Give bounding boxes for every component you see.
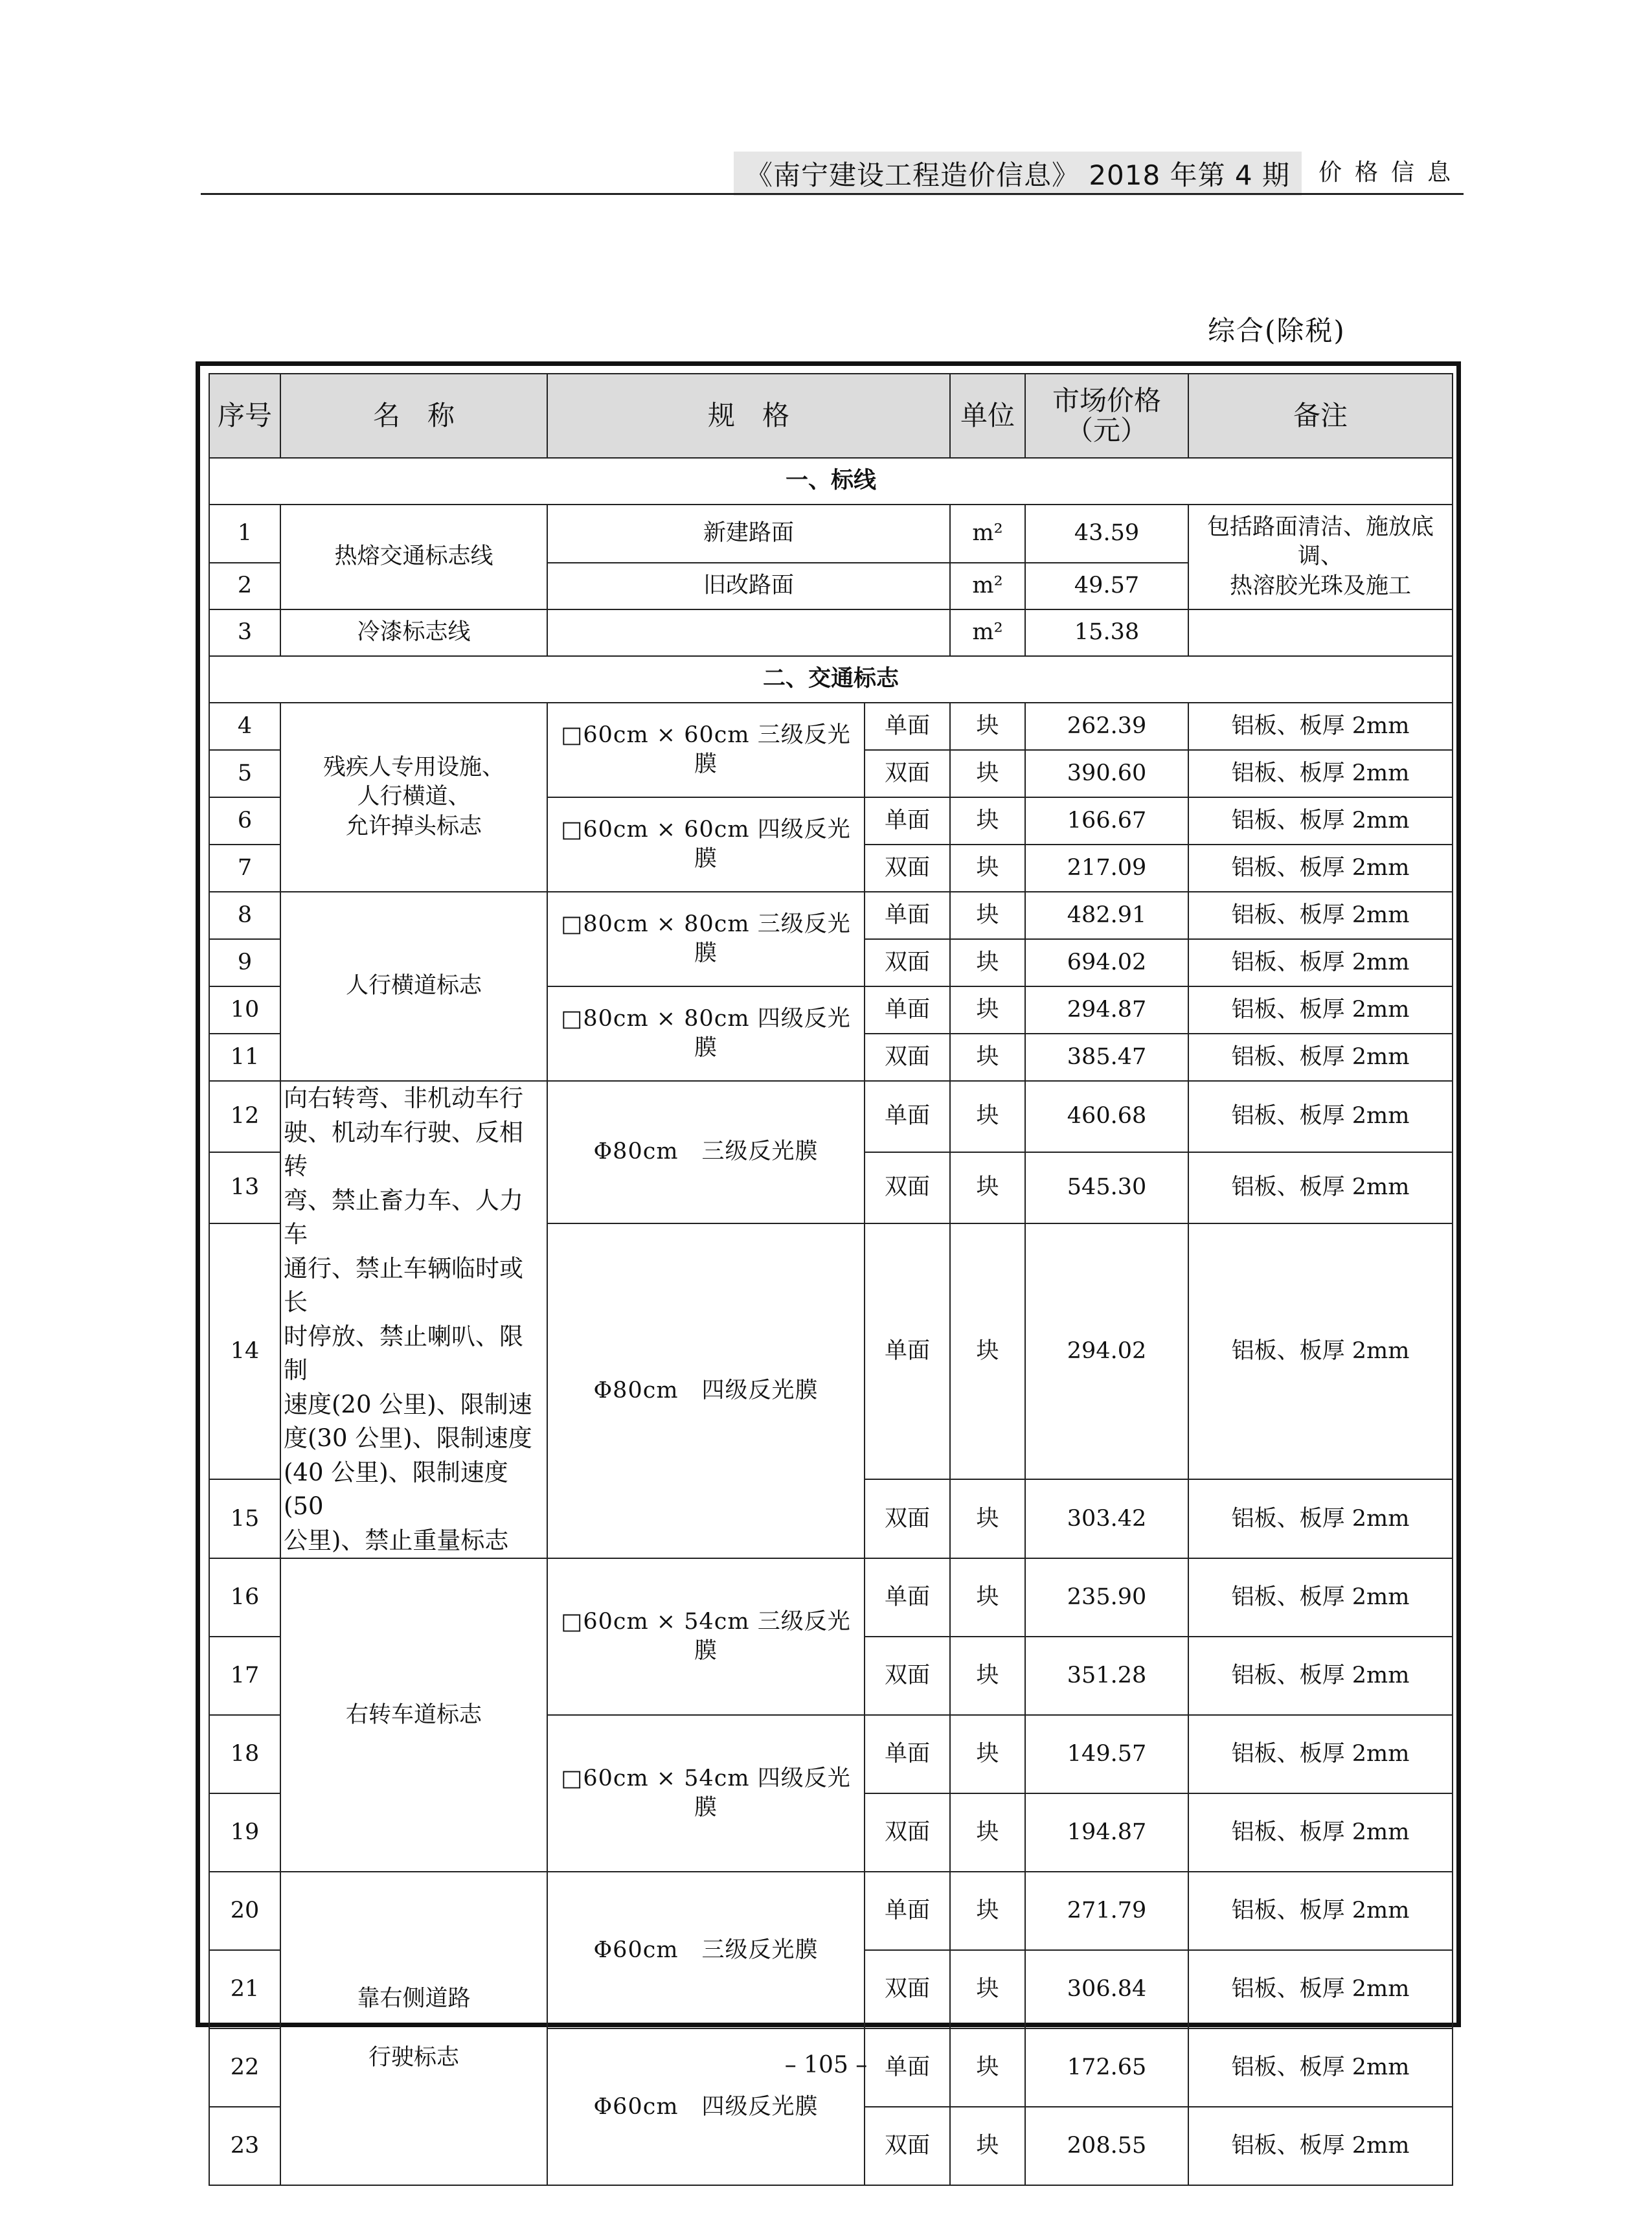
spec-cell: Φ60cm 三级反光膜 <box>547 1872 865 2028</box>
face-cell: 单面 <box>865 2028 950 2107</box>
seq-cell: 10 <box>209 986 280 1034</box>
name-line: 时停放、禁止喇叭、限制 <box>284 1322 523 1385</box>
table-row <box>209 609 1453 656</box>
price-table <box>209 373 1453 2186</box>
unit-cell: 块 <box>950 1715 1025 1793</box>
unit-cell: 块 <box>950 797 1025 845</box>
name-line: 向右转弯、非机动车行 <box>284 1084 523 1112</box>
remark-cell: 铝板、板厚 2mm <box>1188 1715 1453 1793</box>
remark-cell: 铝板、板厚 2mm <box>1188 1872 1453 1950</box>
remark-cell: 铝板、板厚 2mm <box>1188 1081 1453 1152</box>
face-cell: 单面 <box>865 892 950 939</box>
col-header-name: 名 称 <box>280 374 547 458</box>
face-cell: 双面 <box>865 1950 950 2028</box>
col-header-unit: 单位 <box>950 374 1025 458</box>
seq-cell: 1 <box>209 505 280 563</box>
unit-cell: m² <box>950 505 1025 563</box>
price-cell: 15.38 <box>1025 609 1188 656</box>
seq-cell: 2 <box>209 563 280 609</box>
name-cell: 人行横道标志 <box>280 892 547 1081</box>
remark-cell: 铝板、板厚 2mm <box>1188 1558 1453 1637</box>
spec-cell: □80cm × 80cm 三级反光膜 <box>547 892 865 986</box>
price-cell: 208.55 <box>1025 2107 1188 2185</box>
unit-cell: 块 <box>950 2107 1025 2185</box>
section-row <box>209 656 1453 703</box>
seq-cell: 17 <box>209 1637 280 1715</box>
section-title: 二、交通标志 <box>209 656 1453 703</box>
unit-cell: m² <box>950 609 1025 656</box>
price-cell: 694.02 <box>1025 939 1188 986</box>
remark-cell <box>1188 609 1453 656</box>
price-header-line2: （元） <box>1066 415 1148 446</box>
face-cell: 双面 <box>865 939 950 986</box>
remark-cell: 铝板、板厚 2mm <box>1188 1152 1453 1223</box>
spec-cell: □80cm × 80cm 四级反光膜 <box>547 986 865 1081</box>
table-caption: 综合(除税) <box>1208 315 1346 346</box>
unit-cell: 块 <box>950 845 1025 892</box>
remark-cell: 铝板、板厚 2mm <box>1188 892 1453 939</box>
spec-cell: □60cm × 60cm 三级反光膜 <box>547 703 865 797</box>
price-cell: 482.91 <box>1025 892 1188 939</box>
unit-cell: 块 <box>950 1637 1025 1715</box>
seq-cell: 19 <box>209 1793 280 1872</box>
face-cell: 单面 <box>865 1558 950 1637</box>
name-line: 驶、机动车行驶、反相转 <box>284 1118 523 1181</box>
remark-cell: 铝板、板厚 2mm <box>1188 2107 1453 2185</box>
remark-cell <box>1188 505 1453 609</box>
unit-cell: 块 <box>950 1152 1025 1223</box>
unit-cell: 块 <box>950 939 1025 986</box>
name-line: (40 公里)、限制速度(50 <box>284 1458 508 1521</box>
face-cell: 双面 <box>865 750 950 797</box>
price-cell: 545.30 <box>1025 1152 1188 1223</box>
price-cell: 166.67 <box>1025 797 1188 845</box>
unit-cell: 块 <box>950 1950 1025 2028</box>
face-cell: 单面 <box>865 703 950 750</box>
name-line: 残疾人专用设施、 <box>322 754 504 780</box>
price-cell: 262.39 <box>1025 703 1188 750</box>
price-cell: 351.28 <box>1025 1637 1188 1715</box>
unit-cell: 块 <box>950 1558 1025 1637</box>
spec-cell: □60cm × 54cm 四级反光膜 <box>547 1715 865 1872</box>
seq-cell: 22 <box>209 2028 280 2107</box>
face-cell: 单面 <box>865 1223 950 1479</box>
seq-cell: 4 <box>209 703 280 750</box>
remark-line: 包括路面清洁、施放底调、 <box>1207 514 1434 570</box>
name-line: 公里)、禁止重量标志 <box>284 1526 509 1554</box>
unit-cell: 块 <box>950 1793 1025 1872</box>
remark-cell: 铝板、板厚 2mm <box>1188 1793 1453 1872</box>
seq-cell: 8 <box>209 892 280 939</box>
col-header-seq: 序号 <box>209 374 280 458</box>
seq-cell: 3 <box>209 609 280 656</box>
header-rule <box>201 193 1464 195</box>
unit-cell: m² <box>950 563 1025 609</box>
face-cell: 单面 <box>865 986 950 1034</box>
unit-cell: 块 <box>950 1081 1025 1152</box>
price-cell: 390.60 <box>1025 750 1188 797</box>
name-line: 允许掉头标志 <box>345 813 482 839</box>
remark-cell: 铝板、板厚 2mm <box>1188 703 1453 750</box>
price-cell: 194.87 <box>1025 1793 1188 1872</box>
name-line: 靠右侧道路 <box>357 1986 471 2012</box>
table-row <box>209 892 1453 939</box>
name-line: 度(30 公里)、限制速度 <box>284 1424 532 1453</box>
spec-cell: 旧改路面 <box>547 563 950 609</box>
spec-cell: □60cm × 54cm 三级反光膜 <box>547 1558 865 1715</box>
remark-line: 热溶胶光珠及施工 <box>1230 573 1412 599</box>
journal-title: 《南宁建设工程造价信息》 2018 年第 4 期 <box>734 152 1302 196</box>
price-cell: 294.02 <box>1025 1223 1188 1479</box>
unit-cell: 块 <box>950 1223 1025 1479</box>
running-header <box>201 146 1464 198</box>
price-cell: 217.09 <box>1025 845 1188 892</box>
remark-cell: 铝板、板厚 2mm <box>1188 1637 1453 1715</box>
remark-cell: 铝板、板厚 2mm <box>1188 845 1453 892</box>
table-row <box>209 1558 1453 1637</box>
seq-cell: 9 <box>209 939 280 986</box>
name-line: 通行、禁止车辆临时或长 <box>284 1254 523 1317</box>
face-cell: 单面 <box>865 1715 950 1793</box>
name-cell: 冷漆标志线 <box>280 609 547 656</box>
name-line: 人行横道、 <box>357 784 471 810</box>
remark-cell: 铝板、板厚 2mm <box>1188 1950 1453 2028</box>
col-header-remark: 备注 <box>1188 374 1453 458</box>
name-cell <box>280 1081 547 1558</box>
seq-cell: 6 <box>209 797 280 845</box>
seq-cell: 7 <box>209 845 280 892</box>
face-cell: 双面 <box>865 845 950 892</box>
remark-cell: 铝板、板厚 2mm <box>1188 986 1453 1034</box>
price-cell: 49.57 <box>1025 563 1188 609</box>
seq-cell: 5 <box>209 750 280 797</box>
unit-cell: 块 <box>950 1034 1025 1081</box>
seq-cell: 16 <box>209 1558 280 1637</box>
seq-cell: 11 <box>209 1034 280 1081</box>
remark-cell: 铝板、板厚 2mm <box>1188 797 1453 845</box>
name-cell: 右转车道标志 <box>280 1558 547 1872</box>
section-row <box>209 458 1453 505</box>
seq-cell: 15 <box>209 1479 280 1558</box>
unit-cell: 块 <box>950 986 1025 1034</box>
seq-cell: 14 <box>209 1223 280 1479</box>
spec-cell: Φ60cm 四级反光膜 <box>547 2028 865 2185</box>
face-cell: 单面 <box>865 1081 950 1152</box>
seq-cell: 18 <box>209 1715 280 1793</box>
face-cell: 双面 <box>865 1152 950 1223</box>
price-cell: 271.79 <box>1025 1872 1188 1950</box>
table-row <box>209 1872 1453 1950</box>
name-line: 行驶标志 <box>368 2045 459 2071</box>
unit-cell: 块 <box>950 2028 1025 2107</box>
spec-cell: Φ80cm 四级反光膜 <box>547 1223 865 1558</box>
spec-cell: Φ80cm 三级反光膜 <box>547 1081 865 1223</box>
unit-cell: 块 <box>950 1872 1025 1950</box>
remark-cell: 铝板、板厚 2mm <box>1188 2028 1453 2107</box>
table-row <box>209 505 1453 563</box>
price-cell: 235.90 <box>1025 1558 1188 1637</box>
price-cell: 385.47 <box>1025 1034 1188 1081</box>
face-cell: 双面 <box>865 1637 950 1715</box>
unit-cell: 块 <box>950 1479 1025 1558</box>
remark-cell: 铝板、板厚 2mm <box>1188 939 1453 986</box>
unit-cell: 块 <box>950 750 1025 797</box>
table-row <box>209 703 1453 750</box>
seq-cell: 20 <box>209 1872 280 1950</box>
header-row <box>209 374 1453 458</box>
seq-cell: 23 <box>209 2107 280 2185</box>
face-cell: 双面 <box>865 1034 950 1081</box>
col-header-price <box>1025 374 1188 458</box>
remark-cell: 铝板、板厚 2mm <box>1188 1223 1453 1479</box>
seq-cell: 13 <box>209 1152 280 1223</box>
price-cell: 172.65 <box>1025 2028 1188 2107</box>
face-cell: 双面 <box>865 1793 950 1872</box>
unit-cell: 块 <box>950 892 1025 939</box>
section-name: 价格信息 <box>1318 159 1464 186</box>
price-cell: 294.87 <box>1025 986 1188 1034</box>
name-cell <box>280 1872 547 2185</box>
name-line: 弯、禁止畜力车、人力车 <box>284 1186 523 1249</box>
unit-cell: 块 <box>950 703 1025 750</box>
price-cell: 460.68 <box>1025 1081 1188 1152</box>
face-cell: 单面 <box>865 797 950 845</box>
spec-cell: □60cm × 60cm 四级反光膜 <box>547 797 865 892</box>
price-cell: 303.42 <box>1025 1479 1188 1558</box>
page-number: – 105 – <box>784 2052 868 2078</box>
price-cell: 149.57 <box>1025 1715 1188 1793</box>
price-cell: 306.84 <box>1025 1950 1188 2028</box>
face-cell: 单面 <box>865 1872 950 1950</box>
table-row <box>209 1081 1453 1152</box>
spec-cell: 新建路面 <box>547 505 950 563</box>
spec-cell <box>547 609 950 656</box>
section-title: 一、标线 <box>209 458 1453 505</box>
name-cell: 热熔交通标志线 <box>280 505 547 609</box>
col-header-spec: 规 格 <box>547 374 950 458</box>
price-cell: 43.59 <box>1025 505 1188 563</box>
price-header-line1: 市场价格 <box>1052 384 1162 416</box>
remark-cell: 铝板、板厚 2mm <box>1188 1479 1453 1558</box>
remark-cell: 铝板、板厚 2mm <box>1188 1034 1453 1081</box>
face-cell: 双面 <box>865 2107 950 2185</box>
remark-cell: 铝板、板厚 2mm <box>1188 750 1453 797</box>
seq-cell: 21 <box>209 1950 280 2028</box>
face-cell: 双面 <box>865 1479 950 1558</box>
name-line: 速度(20 公里)、限制速 <box>284 1390 532 1418</box>
name-cell <box>280 703 547 892</box>
seq-cell: 12 <box>209 1081 280 1152</box>
